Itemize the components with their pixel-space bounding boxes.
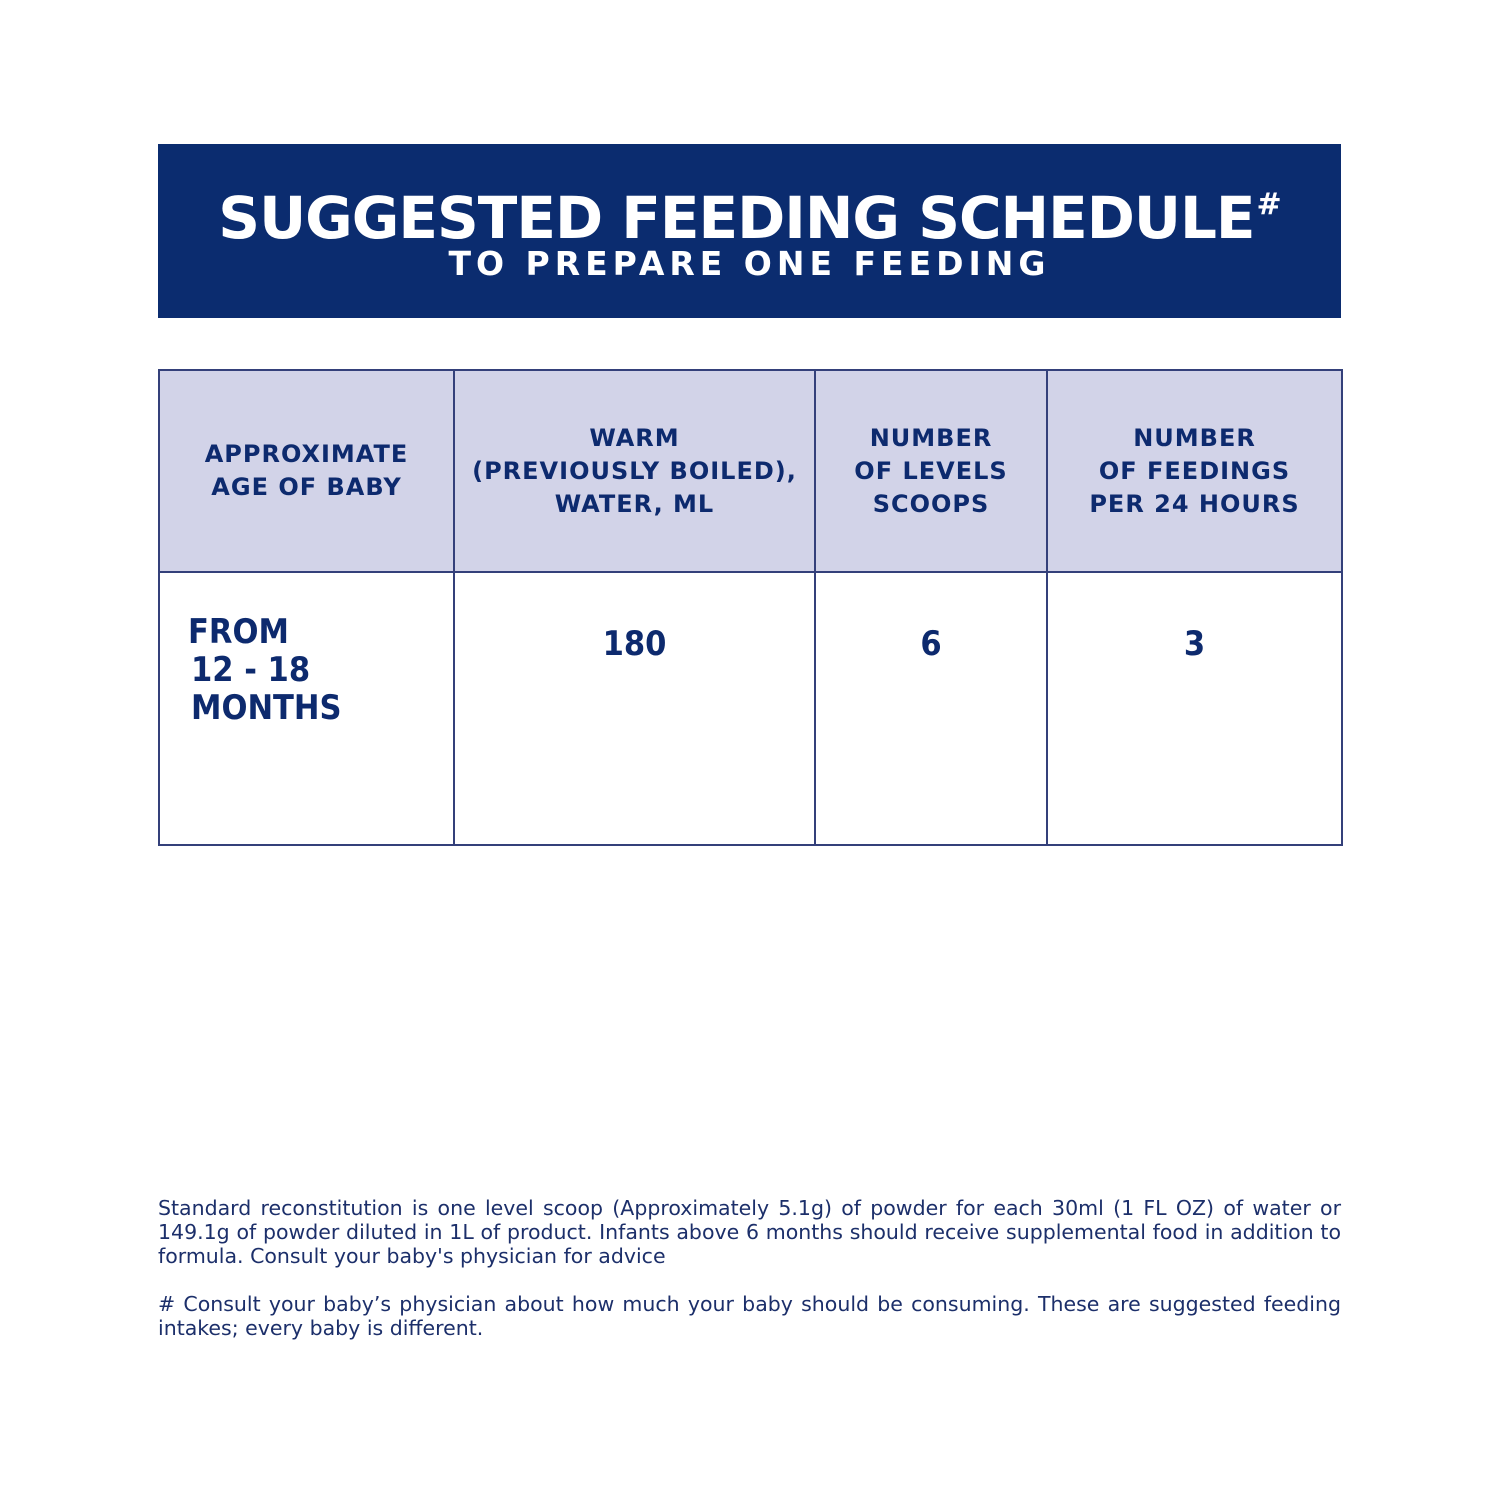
reconstitution-note: Standard reconstitution is one level scoop (Approximately 5.1g) of powder for each 30ml (1 FL OZ) of water or 149.1g of powder diluted in 1L of product. Infants above 6 months should receive supplemental food in addition to formula. Consult your baby's physician for advice xyxy=(158,1196,1341,1268)
page-title-text: SUGGESTED FEEDING SCHEDULE xyxy=(218,184,1255,252)
page-subtitle: TO PREPARE ONE FEEDING xyxy=(448,244,1051,283)
cell-scoops: 6 xyxy=(815,572,1047,845)
cell-feedings: 3 xyxy=(1047,572,1342,845)
footnotes xyxy=(158,1196,1341,1364)
table-header-row xyxy=(159,370,1342,572)
physician-note: # Consult your baby’s physician about how much your baby should be consuming. These are suggested feeding intakes; every baby is different. xyxy=(158,1292,1341,1340)
page-title xyxy=(158,172,1341,251)
title-footnote-mark: # xyxy=(1256,187,1281,222)
cell-water-ml: 180 xyxy=(454,572,815,845)
feeding-schedule-table xyxy=(158,369,1343,846)
cell-age: FROM 12 - 18 MONTHS xyxy=(159,572,454,845)
table-row xyxy=(159,572,1342,845)
column-header-scoops: NUMBER OF LEVELS SCOOPS xyxy=(815,370,1047,572)
column-header-water: WARM (PREVIOUSLY BOILED), WATER, ML xyxy=(454,370,815,572)
column-header-feedings: NUMBER OF FEEDINGS PER 24 HOURS xyxy=(1047,370,1342,572)
column-header-age: APPROXIMATE AGE OF BABY xyxy=(159,370,454,572)
title-banner xyxy=(158,144,1341,318)
